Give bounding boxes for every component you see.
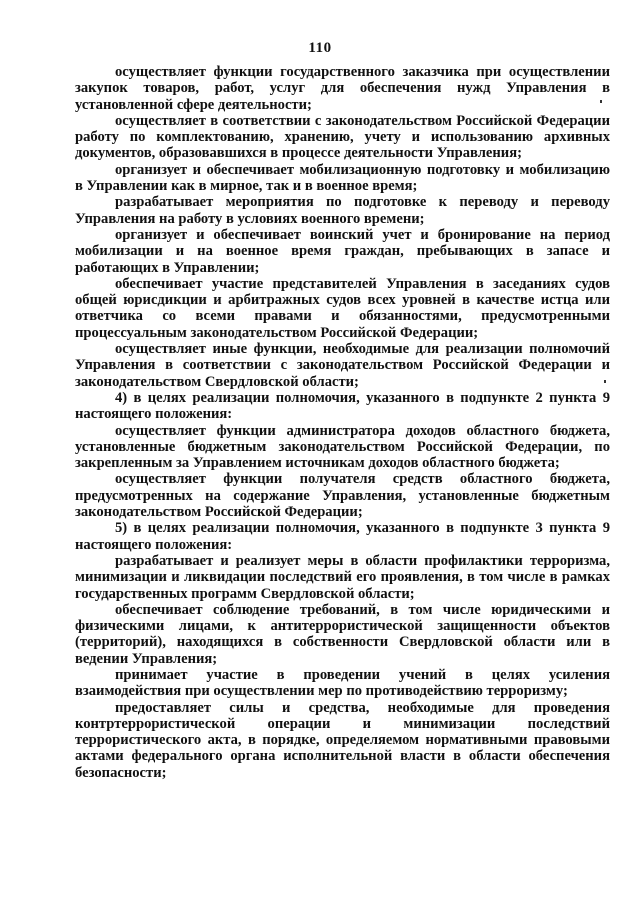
paragraph: 5) в целях реализации полномочия, указанного в подпункте 3 пункта 9 настоящего положения: xyxy=(75,520,610,553)
paragraph: организует и обеспечивает воинский учет и бронирование на период мобилизации и на военное время граждан, пребывающих в запасе и работающих в Управлении; xyxy=(75,226,610,276)
paragraph: осуществляет функции администратора доходов областного бюджета, установленные бюджетным законодательством Российской Федерации, по закрепленным за Управлением источникам доходов областного бюджета; xyxy=(75,422,610,472)
paragraph: обеспечивает соблюдение требований, в том числе юридическими и физическими лицами, к антитеррористической защищенности объектов (территорий), находящихся в собственности Свердловской области или в ведении Управления; xyxy=(75,601,610,667)
scan-speck xyxy=(604,380,606,383)
document-body xyxy=(75,64,610,781)
paragraph: осуществляет функции получателя средств областного бюджета, предусмотренных на содержание Управления, установленные бюджетным законодательством Российской Федерации; xyxy=(75,471,610,521)
paragraph: осуществляет в соответствии с законодательством Российской Федерации работу по комплектованию, хранению, учету и использованию архивных документов, образовавшихся в процессе деятельности Управления; xyxy=(75,112,610,162)
page-number: 110 xyxy=(308,40,332,56)
paragraph: разрабатывает мероприятия по подготовке к переводу и переводу Управления на работу в условиях военного времени; xyxy=(75,194,610,227)
paragraph: предоставляет силы и средства, необходимые для проведения контртеррористической операции и минимизации последствий террористического акта, в порядке, определяемом нормативными правовыми актами федерального органа исполнительной власти в области обеспечения безопасности; xyxy=(75,699,610,781)
paragraph: разрабатывает и реализует меры в области профилактики терроризма, минимизации и ликвидации последствий его проявления, в том числе в рамках государственных программ Свердловской области; xyxy=(75,552,610,602)
paragraph: принимает участие в проведении учений в целях усиления взаимодействия при осуществлении мер по противодействию терроризму; xyxy=(75,666,610,700)
scan-speck xyxy=(600,100,602,103)
paragraph: организует и обеспечивает мобилизационную подготовку и мобилизацию в Управлении как в мирное, так и в военное время; xyxy=(75,161,610,195)
paragraph: обеспечивает участие представителей Управления в заседаниях судов общей юрисдикции и арбитражных судов всех уровней в качестве истца или ответчика со всеми правами и обязанностями, предусмотренными процессуальным законодательством Российской Федерации; xyxy=(75,275,610,341)
paragraph: осуществляет иные функции, необходимые для реализации полномочий Управления в соответствии с законодательством Российской Федерации и законодательством Свердловской области; xyxy=(75,341,610,390)
paragraph: осуществляет функции государственного заказчика при осуществлении закупок товаров, работ, услуг для обеспечения нужд Управления в установленной сфере деятельности; xyxy=(75,64,610,113)
paragraph: 4) в целях реализации полномочия, указанного в подпункте 2 пункта 9 настоящего положения: xyxy=(75,389,610,423)
